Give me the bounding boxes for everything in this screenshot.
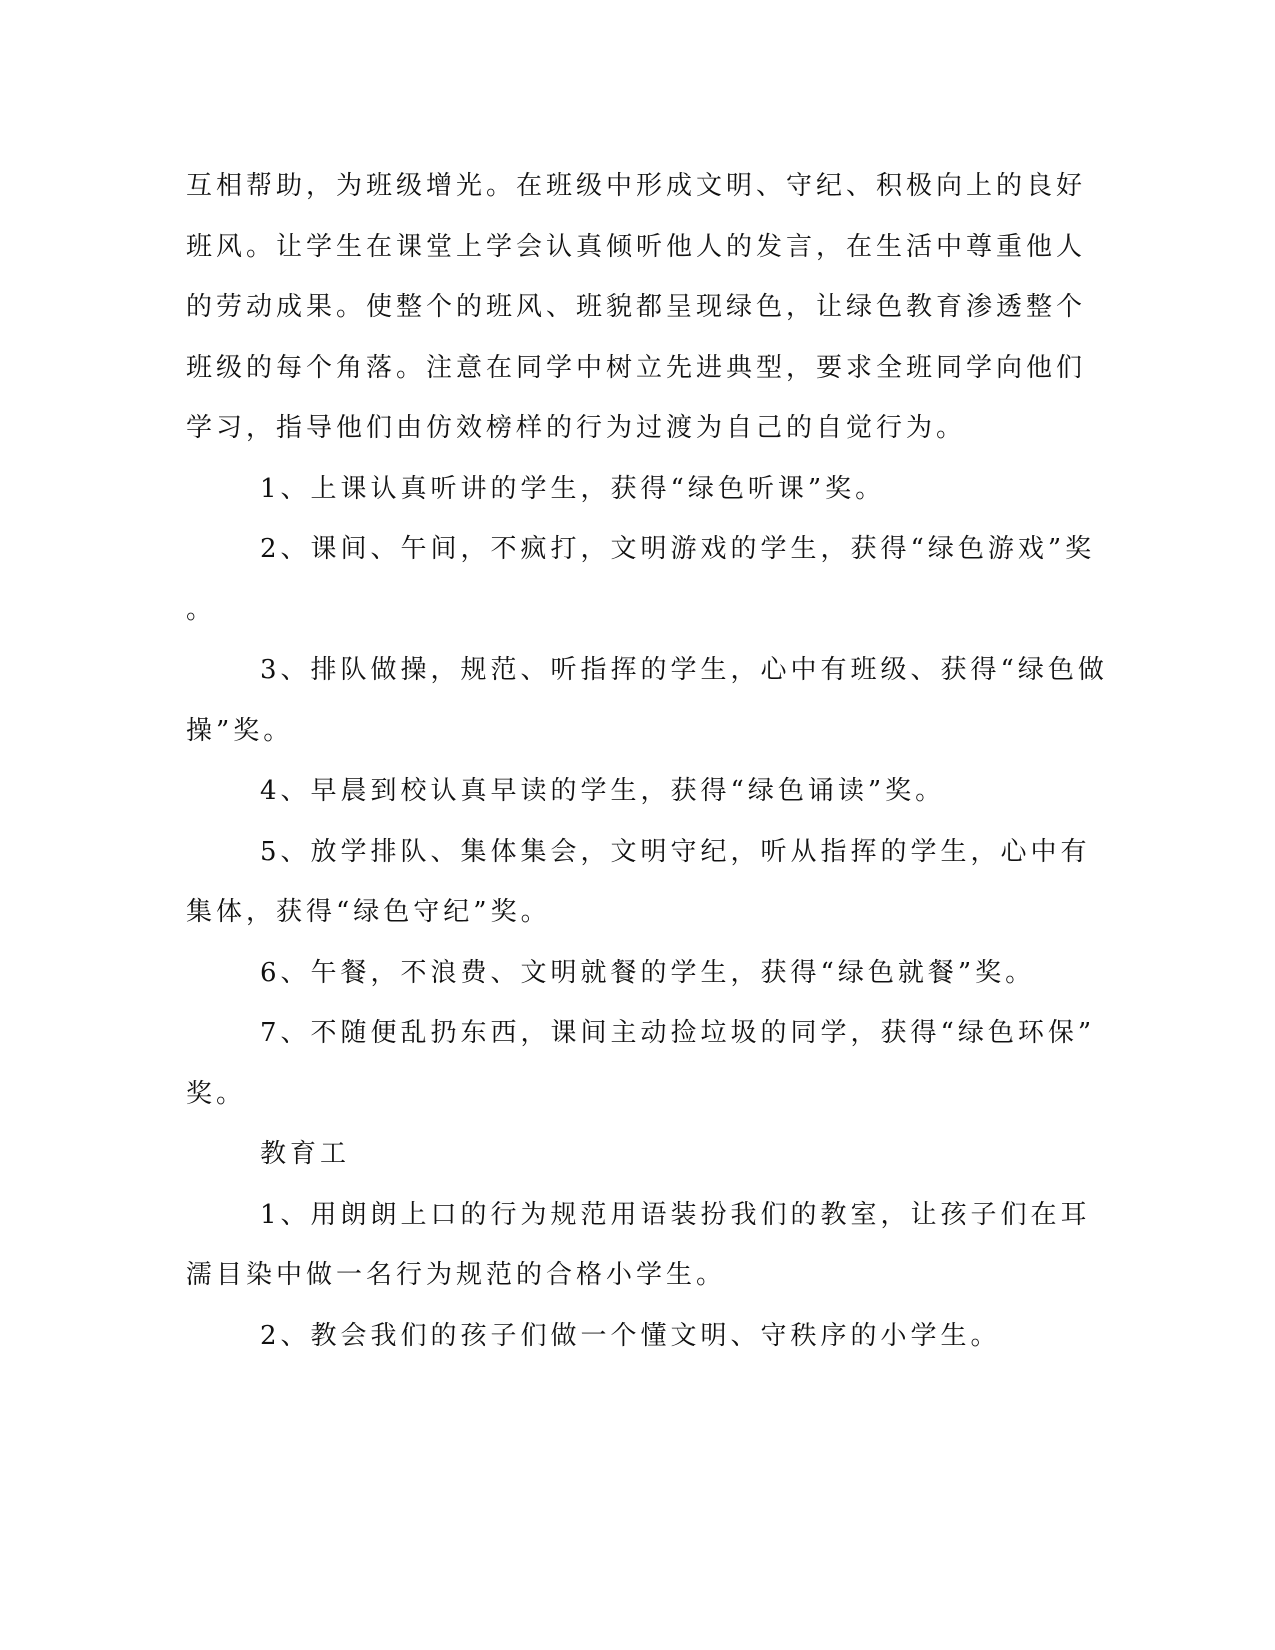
list-item-3: 3、排队做操，规范、听指挥的学生，心中有班级、获得“绿色做 [260, 655, 1108, 685]
paragraph-line: 班级的每个角落。注意在同学中树立先进典型，要求全班同学向他们 [186, 352, 1087, 383]
list-item-3-continuation: 操”奖。 [186, 715, 294, 746]
section-item-1-continuation: 濡目染中做一名行为规范的合格小学生。 [186, 1260, 727, 1290]
list-item-5: 5、放学排队、集体集会，文明守纪，听从指挥的学生，心中有 [260, 836, 1091, 867]
list-item-5-continuation: 集体，获得“绿色守纪”奖。 [186, 897, 551, 927]
section-item-2: 2、教会我们的孩子们做一个懂文明、守秩序的小学生。 [260, 1320, 1001, 1351]
paragraph-line: 学习，指导他们由仿效榜样的行为过渡为自己的自觉行为。 [186, 413, 967, 443]
list-item-7: 7、不随便乱扔东西，课间主动捡垃圾的同学，获得“绿色环保” [260, 1018, 1096, 1048]
list-item-6: 6、午餐，不浪费、文明就餐的学生，获得“绿色就餐”奖。 [260, 957, 1036, 988]
paragraph-line: 的劳动成果。使整个的班风、班貌都呈现绿色，让绿色教育渗透整个 [186, 292, 1087, 322]
list-item-1: 1、上课认真听讲的学生，获得“绿色听课”奖。 [260, 473, 886, 504]
document-body [186, 156, 1108, 1366]
paragraph-line: 班风。让学生在课堂上学会认真倾听他人的发言，在生活中尊重他人 [186, 231, 1087, 262]
list-item-4: 4、早晨到校认真早读的学生，获得“绿色诵读”奖。 [260, 776, 946, 806]
section-item-1: 1、用朗朗上口的行为规范用语装扮我们的教室，让孩子们在耳 [260, 1199, 1091, 1230]
list-item-2-continuation: 。 [186, 594, 217, 625]
section-heading: 教育工 [260, 1139, 351, 1169]
paragraph-line: 互相帮助，为班级增光。在班级中形成文明、守纪、积极向上的良好 [186, 171, 1087, 201]
list-item-7-continuation: 奖。 [186, 1078, 247, 1109]
list-item-2: 2、课间、午间，不疯打，文明游戏的学生，获得“绿色游戏”奖 [260, 534, 1096, 564]
